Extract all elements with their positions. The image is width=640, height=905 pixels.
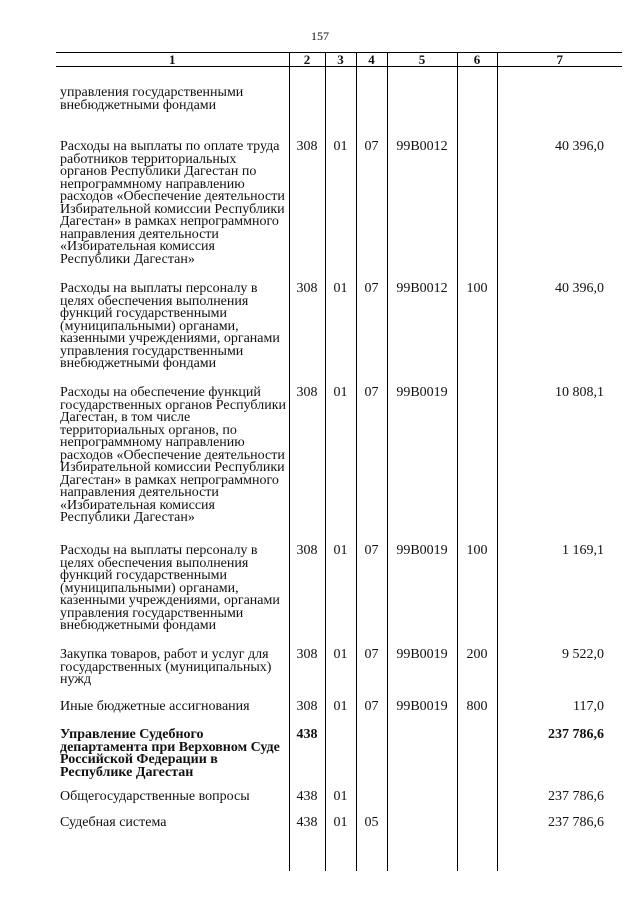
row-section: 01 <box>325 545 356 649</box>
row-budget-code: 438 <box>289 729 325 791</box>
row-subsection: 07 <box>356 545 387 649</box>
row-target-article <box>387 67 457 142</box>
row-expense-type: 100 <box>457 545 497 649</box>
col-header-5: 5 <box>387 53 457 67</box>
table-row <box>56 141 622 283</box>
row-amount: 237 786,6 <box>497 817 622 871</box>
row-expense-type: 800 <box>457 701 497 729</box>
row-subsection: 07 <box>356 649 387 701</box>
row-budget-code: 308 <box>289 545 325 649</box>
header-row <box>56 53 622 67</box>
row-name: Судебная система <box>60 815 167 830</box>
table-row <box>56 545 622 649</box>
row-amount: 10 808,1 <box>497 387 622 545</box>
row-target-article <box>387 817 457 871</box>
row-subsection: 07 <box>356 141 387 283</box>
row-name: Иные бюджетные ассигнования <box>60 699 250 714</box>
row-section: 01 <box>325 387 356 545</box>
row-target-article: 99В0019 <box>387 545 457 649</box>
table-row <box>56 729 622 791</box>
row-budget-code: 308 <box>289 701 325 729</box>
row-amount: 1 169,1 <box>497 545 622 649</box>
table-row <box>56 283 622 387</box>
row-name: Расходы на обеспечение функций государственных органов Республики Дагестан, в том числе территориальных органов, по непрограммному направлению расходов «Обеспечение деятельности Избирательной комиссии Республики Дагестан» в рамках непрограммного направления деятельности «Избирательная комиссия Республики Дагестан» <box>60 385 286 525</box>
row-subsection: 07 <box>356 283 387 387</box>
col-header-2: 2 <box>289 53 325 67</box>
row-budget-code: 308 <box>289 387 325 545</box>
row-expense-type <box>457 791 497 817</box>
row-target-article: 99В0012 <box>387 141 457 283</box>
table-row <box>56 649 622 701</box>
table-row <box>56 817 622 871</box>
table-row <box>56 67 622 142</box>
col-header-4: 4 <box>356 53 387 67</box>
row-target-article: 99В0012 <box>387 283 457 387</box>
row-target-article: 99В0019 <box>387 387 457 545</box>
row-budget-code: 308 <box>289 283 325 387</box>
row-expense-type <box>457 817 497 871</box>
table-row <box>56 791 622 817</box>
row-amount: 237 786,6 <box>497 729 622 791</box>
row-budget-code: 308 <box>289 141 325 283</box>
row-expense-type <box>457 729 497 791</box>
row-expense-type: 200 <box>457 649 497 701</box>
page-number: 157 <box>311 29 329 43</box>
row-amount: 117,0 <box>497 701 622 729</box>
row-expense-type <box>457 141 497 283</box>
row-budget-code: 438 <box>289 791 325 817</box>
row-target-article: 99В0019 <box>387 701 457 729</box>
row-target-article <box>387 791 457 817</box>
col-header-6: 6 <box>457 53 497 67</box>
row-subsection <box>356 67 387 142</box>
row-budget-code: 308 <box>289 649 325 701</box>
row-expense-type <box>457 387 497 545</box>
row-name: Расходы на выплаты персоналу в целях обеспечения выполнения функций государственными (муниципальными) органами, казенными учреждениями, органами управления государственными внебюджетными фондами <box>60 543 280 633</box>
row-subsection <box>356 791 387 817</box>
row-section: 01 <box>325 701 356 729</box>
col-header-7: 7 <box>497 53 622 67</box>
budget-table <box>56 52 622 871</box>
row-section: 01 <box>325 141 356 283</box>
row-amount: 237 786,6 <box>497 791 622 817</box>
row-name: Расходы на выплаты персоналу в целях обеспечения выполнения функций государственными (муниципальными) органами, казенными учреждениями, органами управления государственными внебюджетными фондами <box>60 281 280 371</box>
row-expense-type: 100 <box>457 283 497 387</box>
row-name: Закупка товаров, работ и услуг для государственных (муниципальных) нужд <box>60 647 272 687</box>
row-section: 01 <box>325 283 356 387</box>
row-section <box>325 67 356 142</box>
row-name: Расходы на выплаты по оплате труда работников территориальных органов Республики Дагестан по непрограммному направлению расходов «Обеспечение деятельности Избирательной комиссии Республики Дагестан» в рамках непрограммного направления деятельности «Избирательная комиссия Республики Дагестан» <box>60 139 285 267</box>
row-amount: 9 522,0 <box>497 649 622 701</box>
row-expense-type <box>457 67 497 142</box>
table-row <box>56 387 622 545</box>
row-amount: 40 396,0 <box>497 141 622 283</box>
row-subsection: 05 <box>356 817 387 871</box>
row-amount: 40 396,0 <box>497 283 622 387</box>
row-budget-code <box>289 67 325 142</box>
row-name: Общегосударственные вопросы <box>60 789 250 804</box>
row-subsection: 07 <box>356 387 387 545</box>
col-header-1: 1 <box>56 53 289 67</box>
table-row <box>56 701 622 729</box>
col-header-3: 3 <box>325 53 356 67</box>
row-section: 01 <box>325 791 356 817</box>
row-section <box>325 729 356 791</box>
row-section: 01 <box>325 817 356 871</box>
row-amount <box>497 67 622 142</box>
row-name: Управление Судебного департамента при Верховном Суде Российской Федерации в Республике Дагестан <box>60 727 280 780</box>
row-budget-code: 438 <box>289 817 325 871</box>
row-section: 01 <box>325 649 356 701</box>
row-subsection: 07 <box>356 701 387 729</box>
row-subsection <box>356 729 387 791</box>
row-name: управления государственными внебюджетными фондами <box>60 85 244 113</box>
row-target-article <box>387 729 457 791</box>
row-target-article: 99В0019 <box>387 649 457 701</box>
